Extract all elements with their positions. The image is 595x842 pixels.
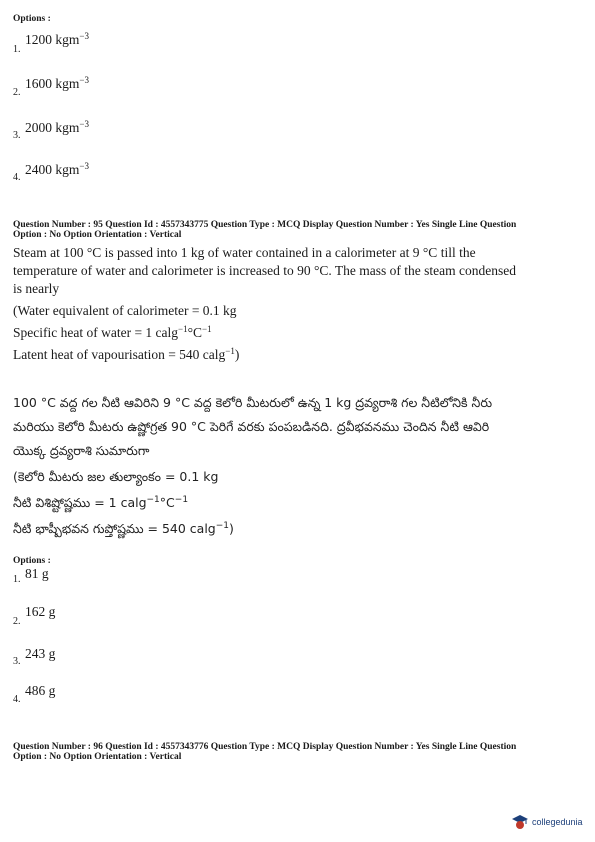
option-number: 2. [13,87,21,98]
question-text-te: నీటి భాష్పీభవన గుప్తోష్ణము = 540 calg$^{-1}$) [13,521,234,536]
question-header-orientation: Option : No Option Orientation : Vertical [13,230,182,240]
option-number: 3. [13,130,21,141]
option-number: 1. [13,574,21,585]
option-value: 1600 kgm$^{-3}$ [25,75,89,91]
question-text-en: Specific heat of water = 1 $calg^{-1}^\circ C^{-1}$ [13,324,212,340]
options-label: Options : [13,14,51,24]
question-text-en: Latent heat of vapourisation = 540 calg$^{-1}$) [13,346,240,362]
options-label: Options : [13,556,51,566]
logo-text: collegedunia [532,817,583,827]
question-text-en: temperature of water and calorimeter is increased to 90 °C. The mass of the steam condensed [13,263,516,278]
graduate-cap-icon [511,813,529,831]
question-text-te: నీటి విశిష్టోష్ణము = 1 $calg^{-1}^\circ C^{-1}$ [13,495,189,510]
question-header: Question Number : 95 Question Id : 4557343775 Question Type : MCQ Display Question Number : Yes Single Line Question [13,220,517,230]
option-value: 2000 kgm$^{-3}$ [25,119,89,135]
question-header: Question Number : 96 Question Id : 4557343776 Question Type : MCQ Display Question Number : Yes Single Line Question [13,742,517,752]
collegedunia-logo [511,812,583,832]
option-number: 4. [13,172,21,183]
question-text-te: యొక్క ద్రవ్యరాశి సుమారుగా [13,443,150,458]
option-value: 2400 kgm$^{-3}$ [25,161,89,177]
option-value: 243 g [25,646,56,661]
option-value: 486 g [25,683,56,698]
question-text-en: Steam at 100 °C is passed into 1 kg of water contained in a calorimeter at 9 °C till the [13,245,476,260]
question-text-te: (కెలోరి మీటరు జల తుల్యాంకం = 0.1 kg [13,469,219,484]
option-number: 4. [13,694,21,705]
question-text-te: 100 °C వద్ద గల నీటి ఆవిరిని 9 °C వద్ద కెలోరి మీటరులో ఉన్న 1 kg ద్రవ్యరాశి గల నీటిలోనికి నీరు [13,395,493,410]
option-number: 3. [13,656,21,667]
option-value: 81 g [25,566,49,581]
option-number: 2. [13,616,21,627]
question-header-orientation: Option : No Option Orientation : Vertical [13,752,182,762]
option-value: 162 g [25,604,56,619]
question-text-en: (Water equivalent of calorimeter = 0.1 kg [13,303,237,318]
option-number: 1. [13,44,21,55]
option-value: 1200 kgm$^{-3}$ [25,31,89,47]
question-text-en: is nearly [13,281,60,296]
question-text-te: మరియు కెలోరి మీటరు ఉష్ణోగ్రత 90 °C పెరిగే వరకు పంపబడినది. ద్రవీభవనము చెందిన నీటి ఆవిరి [13,419,490,434]
